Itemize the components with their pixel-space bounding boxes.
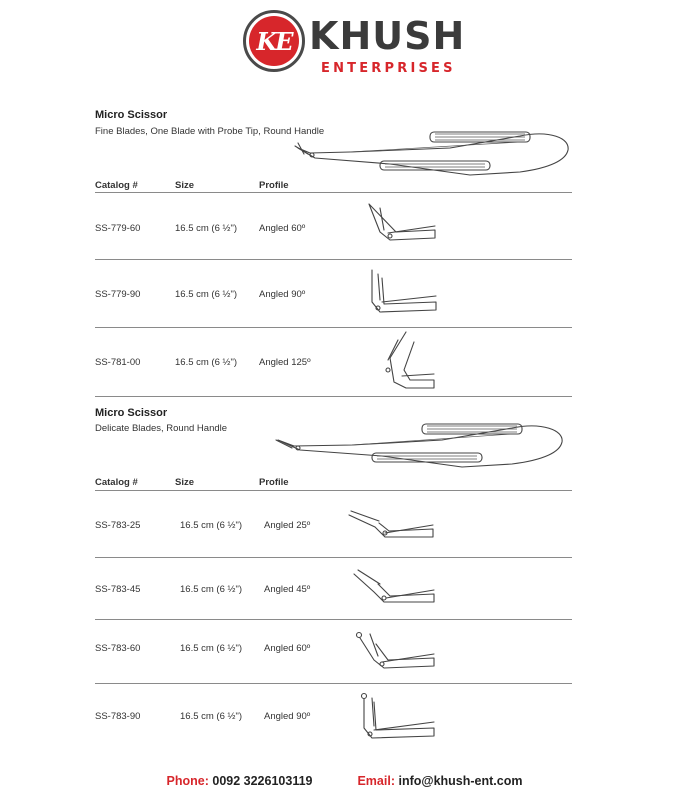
row-size: 16.5 cm (6 ½") <box>180 643 242 654</box>
row-catalog: SS-783-60 <box>95 643 141 654</box>
row-catalog: SS-779-90 <box>95 289 141 300</box>
tip-profile-25-icon <box>345 503 437 547</box>
logo-badge-text: KE <box>249 16 299 66</box>
row-size: 16.5 cm (6 ½") <box>180 711 242 722</box>
email-label: Email: <box>357 774 395 788</box>
row-profile: Angled 25º <box>264 520 311 531</box>
phone-number[interactable]: 0092 3226103119 <box>212 774 313 788</box>
section-2-subtitle: Delicate Blades, Round Handle <box>95 423 228 434</box>
tip-profile-125-icon <box>376 330 440 394</box>
row-rule <box>95 619 572 620</box>
row-rule <box>95 259 572 260</box>
row-rule <box>95 683 572 684</box>
header-rule-2 <box>95 490 572 491</box>
col-head-catalog-2: Catalog # <box>95 477 138 488</box>
section-1-subtitle: Fine Blades, One Blade with Probe Tip, Round Handle <box>95 126 325 137</box>
col-head-profile-1: Profile <box>259 180 289 191</box>
section-1-title: Micro Scissor <box>95 109 168 121</box>
col-head-size-2: Size <box>175 477 195 488</box>
row-size: 16.5 cm (6 ½") <box>175 357 237 368</box>
row-profile: Angled 60º <box>264 643 311 654</box>
tip-profile-45-icon <box>348 566 438 610</box>
row-catalog: SS-783-90 <box>95 711 141 722</box>
tip-profile-60-icon <box>360 200 440 255</box>
row-rule <box>95 557 572 558</box>
logo-subtitle: ENTERPRISES <box>321 61 456 76</box>
logo-name: KHUSH <box>309 14 466 58</box>
scissor-illustration-1 <box>290 120 580 188</box>
footer-contact <box>0 774 689 788</box>
row-size: 16.5 cm (6 ½") <box>180 584 242 595</box>
col-head-profile-2: Profile <box>259 477 289 488</box>
scissor-illustration-2 <box>272 412 572 482</box>
tip-profile-90-delicate-icon <box>352 690 438 744</box>
col-head-size-1: Size <box>175 180 195 191</box>
row-rule <box>95 327 572 328</box>
tip-profile-60-delicate-icon <box>352 628 438 676</box>
header-rule-1 <box>95 192 572 193</box>
brand-logo <box>243 10 466 78</box>
row-profile: Angled 45º <box>264 584 311 595</box>
section-2-title: Micro Scissor <box>95 407 168 419</box>
row-profile: Angled 90º <box>259 289 306 300</box>
row-catalog: SS-781-00 <box>95 357 141 368</box>
row-catalog: SS-783-45 <box>95 584 141 595</box>
phone-label: Phone: <box>166 774 209 788</box>
row-catalog: SS-779-60 <box>95 223 141 234</box>
row-rule <box>95 396 572 397</box>
tip-profile-90-icon <box>360 266 440 321</box>
row-profile: Angled 60º <box>259 223 306 234</box>
row-size: 16.5 cm (6 ½") <box>180 520 242 531</box>
row-size: 16.5 cm (6 ½") <box>175 289 237 300</box>
row-profile: Angled 125º <box>259 357 311 368</box>
row-size: 16.5 cm (6 ½") <box>175 223 237 234</box>
col-head-catalog-1: Catalog # <box>95 180 138 191</box>
row-catalog: SS-783-25 <box>95 520 141 531</box>
row-profile: Angled 90º <box>264 711 311 722</box>
logo-badge <box>243 10 305 72</box>
email-address[interactable]: info@khush-ent.com <box>398 774 523 788</box>
